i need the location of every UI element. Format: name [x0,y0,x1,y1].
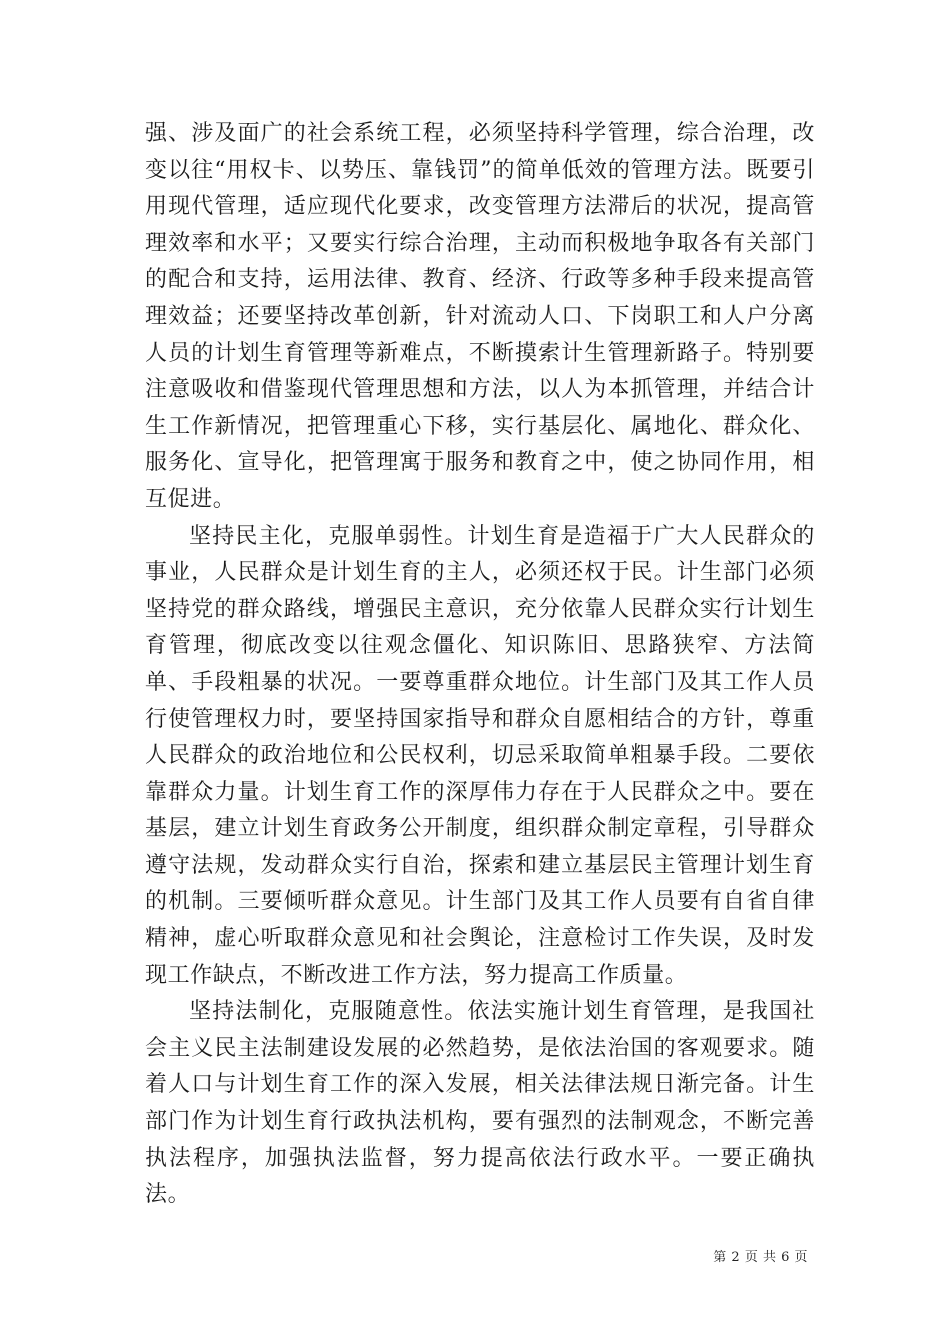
paragraph-3: 坚持法制化，克服随意性。依法实施计划生育管理，是我国社会主义民主法制建设发展的必然趋势，是依法治国的客观要求。随着人口与计划生育工作的深入发展，相关法律法规日渐完备。计生部门作为计划生育行政执法机构，要有强烈的法制观念，不断完善执法程序，加强执法监督，努力提高依法行政水平。一要正确执法。 [145,999,815,1208]
paragraph-2: 坚持民主化，克服单弱性。计划生育是造福于广大人民群众的事业，人民群众是计划生育的主人，必须还权于民。计生部门必须坚持党的群众路线，增强民主意识，充分依靠人民群众实行计划生育管理，彻底改变以往观念僵化、知识陈旧、思路狭窄、方法简单、手段粗暴的状况。一要尊重群众地位。计生部门及其工作人员行使管理权力时，要坚持国家指导和群众自愿相结合的方针，尊重人民群众的政治地位和公民权利，切忌采取简单粗暴手段。二要依靠群众力量。计划生育工作的深厚伟力存在于人民群众之中。要在基层，建立计划生育政务公开制度，组织群众制定章程，引导群众遵守法规，发动群众实行自治，探索和建立基层民主管理计划生育的机制。三要倾听群众意见。计生部门及其工作人员要有自省自律精神，虚心听取群众意见和社会舆论，注意检讨工作失误，及时发现工作缺点，不断改进工作方法，努力提高工作质量。 [145,523,815,988]
paragraph-1: 强、涉及面广的社会系统工程，必须坚持科学管理，综合治理，改变以往“用权卡、以势压、靠钱罚”的简单低效的管理方法。既要引用现代管理，适应现代化要求，改变管理方法滞后的状况，提高管理效率和水平；又要实行综合治理，主动而积极地争取各有关部门的配合和支持，运用法律、教育、经济、行政等多种手段来提高管理效益；还要坚持改革创新，针对流动人口、下岗职工和人户分离人员的计划生育管理等新难点，不断摸索计生管理新路子。特别要注意吸收和借鉴现代管理思想和方法，以人为本抓管理，并结合计生工作新情况，把管理重心下移，实行基层化、属地化、群众化、服务化、宣导化，把管理寓于服务和教育之中，使之协同作用，相互促进。 [145,121,815,512]
page-number: 第 2 页 共 6 页 [713,1250,808,1265]
document-body [145,116,815,1214]
